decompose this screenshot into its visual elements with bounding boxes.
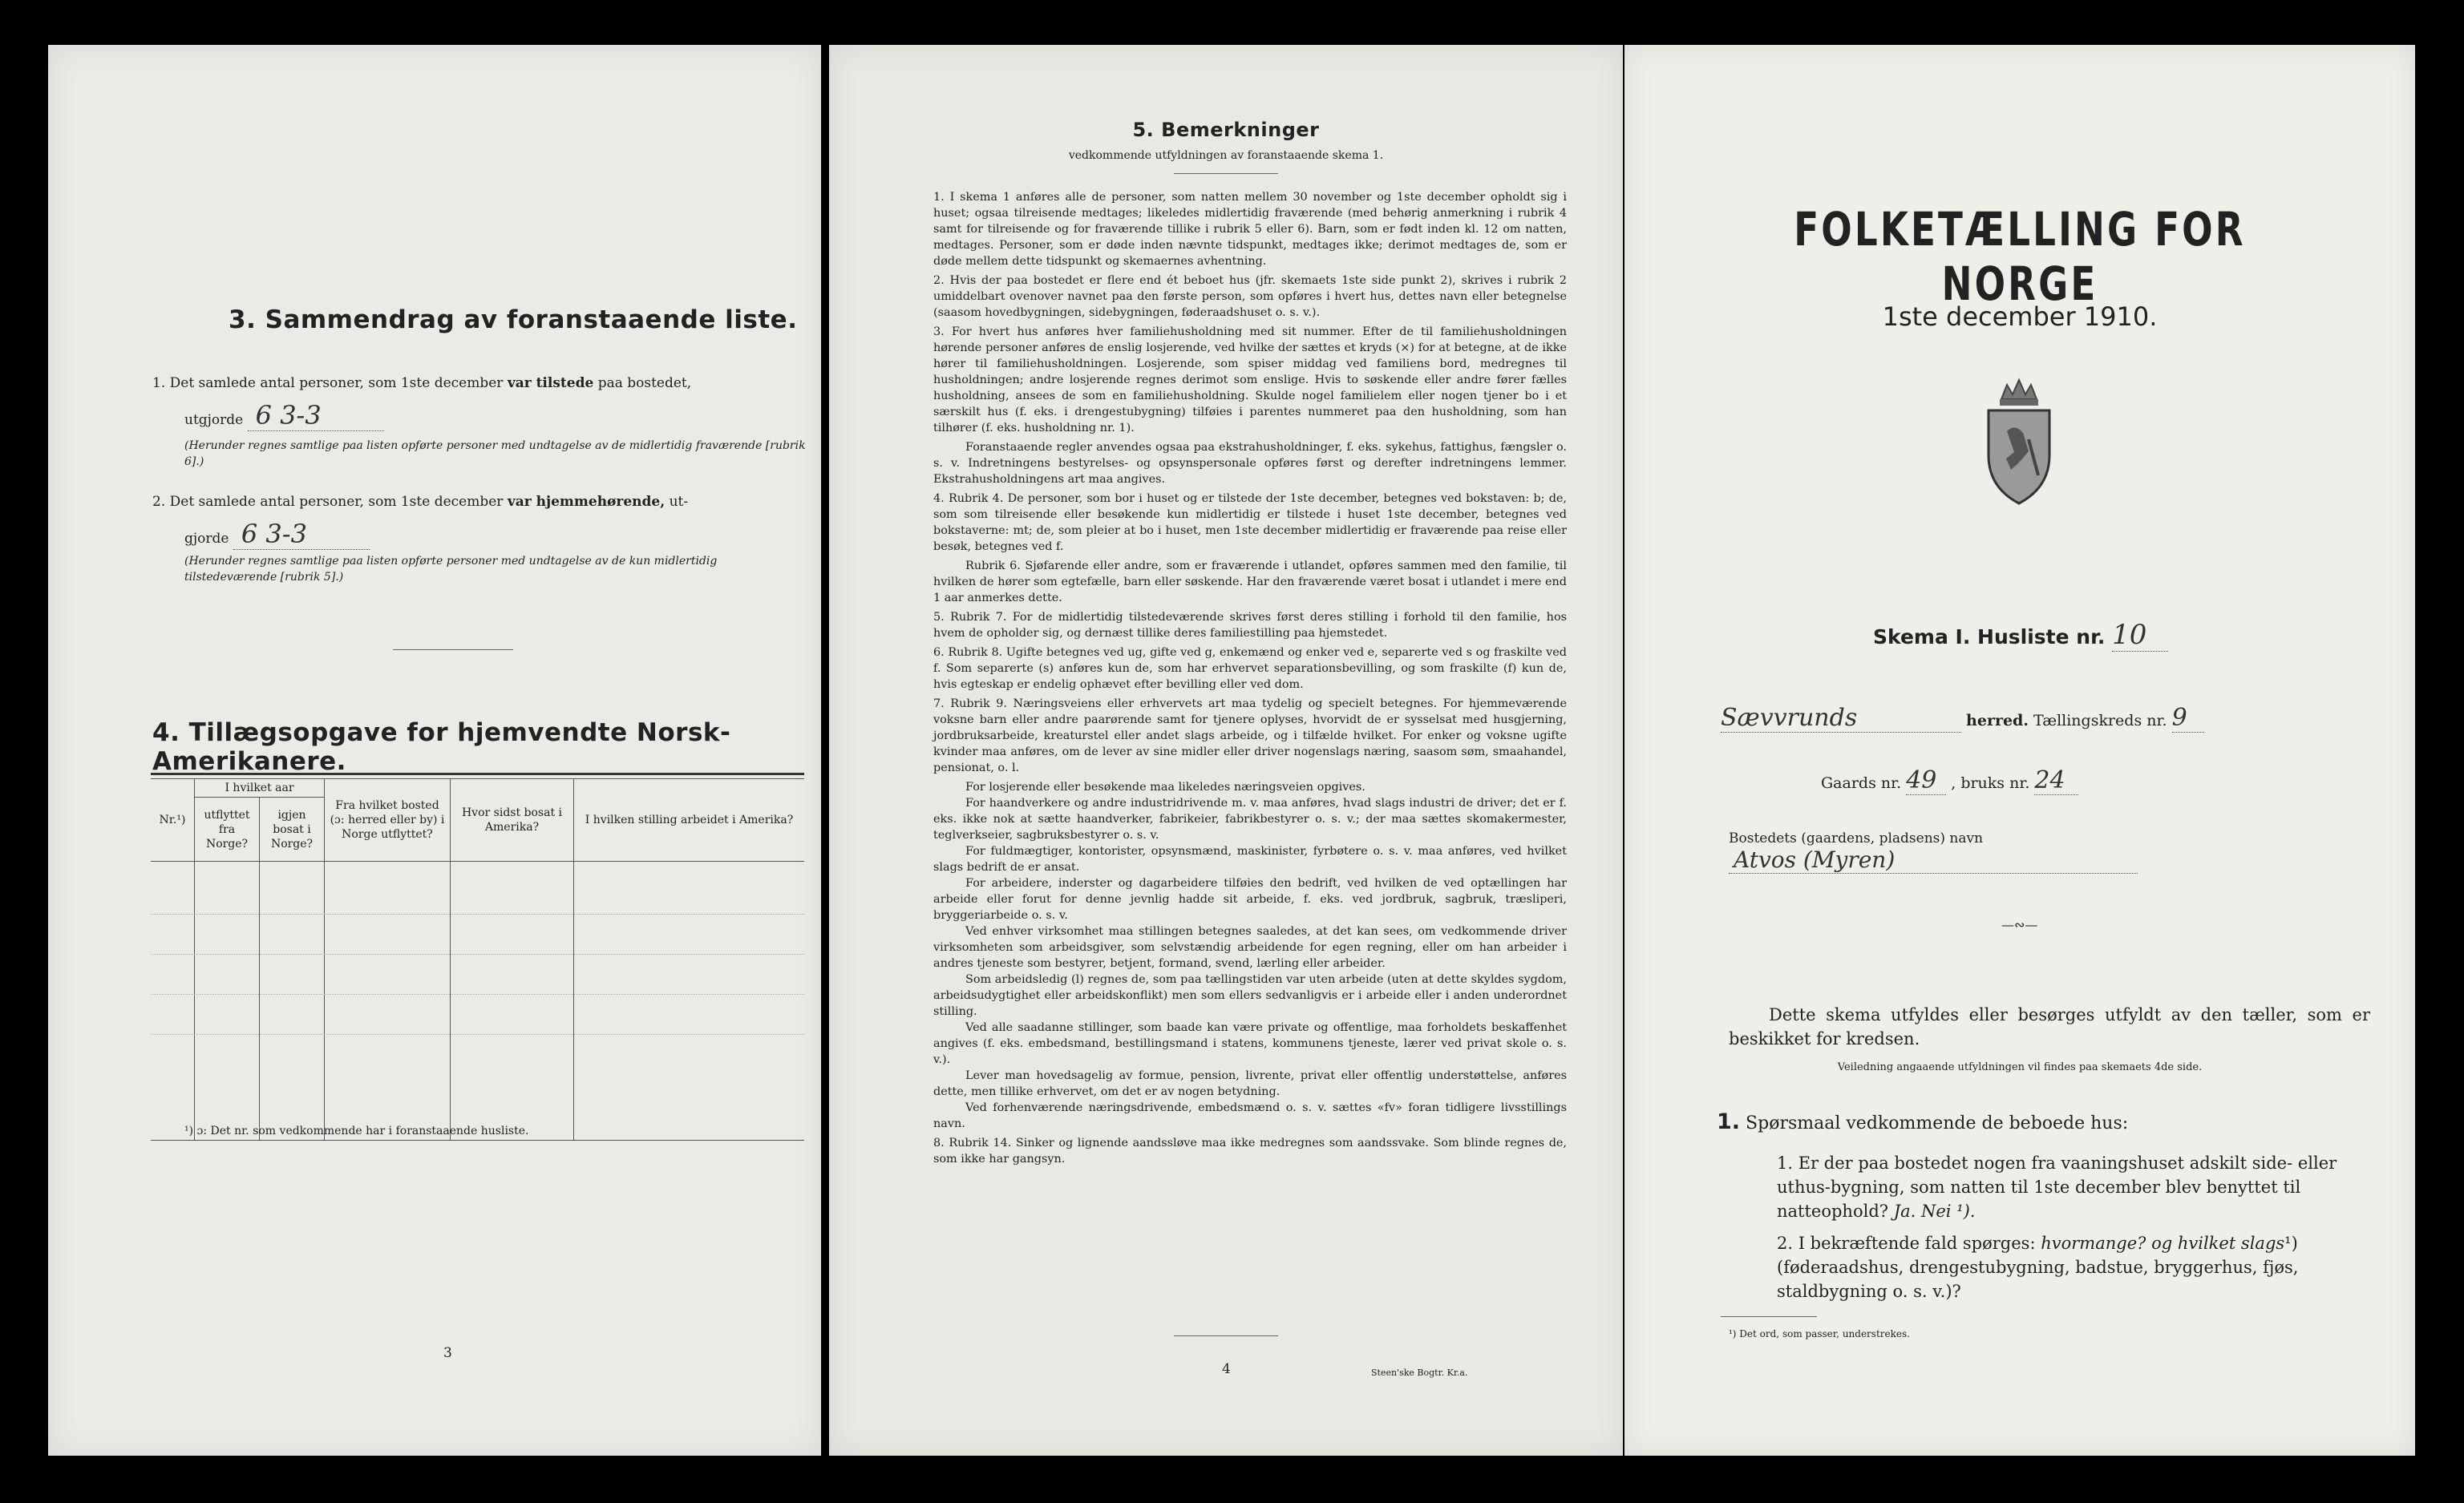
note-7i: Lever man hovedsagelig av formue, pension, livrente, privat eller offentlig understøttelse, anføres dette, men tillike erhvervet, om det er av nogen betydning. (933, 1069, 1567, 1098)
section-3-title: 3. Sammendrag av foranstaaende liste. (229, 305, 798, 334)
col-igjen: igjen bosat i Norge? (260, 798, 325, 862)
norway-coat-of-arms-icon (1971, 375, 2067, 511)
col-nr: Nr.¹) (151, 779, 195, 862)
item1-handwritten-count: 6 3-3 (255, 400, 322, 430)
question-2-text-b: ¹) (føderaadshus, drengestubygning, badstue, bryggerhus, fjøs, staldbygning o. s. v.)? (1777, 1234, 2299, 1301)
item1-utgjorde-line (184, 400, 384, 431)
page-number: 4 (1222, 1361, 1231, 1377)
note-7: 7. Rubrik 9. Næringsveiens eller erhvervets art maa tydelig og specielt betegnes. For hjemmeværende voksne barn eller andre paarørende samt for tjenere oplyses, hvorvidt de er sysselsat med husgjerning, jordbruksarbeide, kreaturstel eller andet slags arbeide, og i tilfælde hvilket. For enker og voksne ugifte kvinder maa anføres, om de lever av sine midler eller driver nogenslags næring, saasom søm, smaahandel, pensionat, o. l. (933, 697, 1567, 774)
note-3b: Foranstaaende regler anvendes ogsaa paa ekstrahusholdninger, f. eks. sykehus, fattighus, fængsler o. s. v. Indretningens bestyrelses- og opsynspersonale opføres først og derefter indretningens lemmer. Ekstrahusholdningens art maa angives. (933, 441, 1567, 486)
question-2-text: 2. I bekræftende fald spørges: (1777, 1234, 2036, 1253)
item1-text-b: paa bostedet, (597, 375, 692, 391)
item2-note: (Herunder regnes samtlige paa listen opførte personer med undtagelse av de kun midlertidig tilstedeværende [rubrik 5].) (184, 555, 718, 584)
page-4-bemerkninger (829, 45, 1623, 1456)
col-stilling: I hvilken stilling arbeidet i Amerika? (574, 779, 805, 862)
item2-text-b: ut- (669, 494, 689, 510)
table-footnote: ¹) ɔ: Det nr. som vedkommende har i foranstaaende husliste. (184, 1125, 529, 1137)
question-1 (1777, 1151, 2370, 1223)
note-7f: Ved enhver virksomhet maa stillingen betegnes saaledes, at det kan sees, om vedkommende driver virksomheten som arbeidsgiver, som selvstændig arbeidende for egen regning, eller om han arbeider i andres tjeneste som bestyrer, betjent, formand, svend, lærling eller arbeider. (933, 925, 1567, 970)
skema-line (1873, 619, 2168, 652)
gaards-line (1821, 766, 2078, 795)
summary-item-2 (152, 492, 810, 512)
note-3: 3. For hvert hus anføres hver familiehusholdning med sit nummer. Efter de til familiehusholdningen hørende personer anføres de enslig losjerende, ved hvilke der sættes et kryds (×) for at betegne, at de ikke hører til familiehusholdningen. Losjerende, som spiser middag ved familiens bord, medregnes til husholdningen; andre losjerende regnes derimot som enslige. Hvis to søskende eller andre fører fælles husholdning, ansees de som en familiehusholdning. Skulde nogel familielem eller nogen tjener bo i et særskilt hus (f. eks. i drengestubygning) tilføies i parentes nummeret paa den husholdning, som han tilhører (f. eks. husholdning nr. 1). (933, 325, 1567, 434)
item1-utgjorde: utgjorde (184, 412, 244, 428)
question-2 (1777, 1231, 2370, 1303)
item2-bold: var hjemmehørende, (507, 494, 666, 510)
note-7h: Ved alle saadanne stillinger, som baade kan være private og offentlige, maa forholdets beskaffenhet angives (f. eks. embedsmand, bestillingsmand i statens, kommunens tjeneste, lærer ved privat skole o. s. v.). (933, 1021, 1567, 1066)
gaards-number: 49 (1906, 766, 1937, 794)
ornament-divider: —∾— (2001, 917, 2038, 932)
divider (393, 649, 513, 650)
note-8: 8. Rubrik 14. Sinker og lignende aandssløve maa ikke medregnes som aandssvake. Som blinde regnes de, som ikke har gangsyn. (933, 1137, 1567, 1166)
divider (1174, 1335, 1278, 1336)
page-3-summary (48, 45, 821, 1456)
item1-bold: var tilstede (507, 375, 594, 391)
herred-handwritten: Sævvrunds (1721, 704, 1858, 732)
intro-text: Dette skema utfyldes eller besørges utfyldt av den tæller, som er beskikket for kredsen. (1729, 1005, 2370, 1048)
note-7j: Ved forhenværende næringsdrivende, embedsmænd o. s. v. sættes «fv» foran tidligere livsstillings navn. (933, 1101, 1567, 1130)
notes-list (933, 189, 1567, 1170)
census-date: 1ste december 1910. (1882, 301, 2158, 332)
question-2-hvormange: hvormange? (2041, 1234, 2146, 1253)
item1-note: (Herunder regnes samtlige paa listen opførte personer med undtagelse av de midlertidig fraværende [rubrik 6].) (184, 439, 806, 468)
col-utflyttet: utflyttet fra Norge? (195, 798, 260, 862)
norsk-amerikanere-table (151, 773, 804, 1141)
note-2: 2. Hvis der paa bostedet er flere end ét beboet hus (jfr. skemaets 1ste side punkt 2), skrives i rubrik 2 umiddelbart ovenover navnet paa den første person, som opføres i hvert hus, dettes navn eller betegnelse (saasom hovedbygningen, sidebygningen, føderaadshuset o. s. v.). (933, 274, 1567, 319)
kreds-number: 9 (2171, 704, 2187, 732)
note-4b: Rubrik 6. Sjøfarende eller andre, som er fraværende i utlandet, opføres sammen med den familie, til hvilken de hører som egtefælle, barn eller søskende. Har den fraværende været bosat i utlandet i mere end 1 aar anmerkes dette. (933, 560, 1567, 604)
section-4-title: 4. Tillægsopgave for hjemvendte Norsk-Amerikanere. (152, 718, 731, 776)
note-6: 6. Rubrik 8. Ugifte betegnes ved ug, gifte ved g, enkemænd og enker ved e, separerte ved s og fraskilte ved f. Som separerte (s) anføres kun de, som har erhvervet separationsbevilling, og som fraskilte (f) kun de, hvis egteskap er endelig ophævet efter bevilling eller ved dom. (933, 646, 1567, 691)
bosted-line (1729, 830, 2394, 874)
note-7c: For haandverkere og andre industridrivende m. v. maa anføres, hvad slags industri de driver; det er f. eks. ikke nok at sætte haandverker, fabrikeier, fabrikbestyrer o. s. v.; der maa sættes skomakermester, teglverkseier, sagbruksbestyrer o. s. v. (933, 797, 1567, 842)
questions-header (1717, 1109, 2128, 1134)
printer-imprint: Steen'ske Bogtr. Kr.a. (1371, 1368, 1468, 1378)
note-5: 5. Rubrik 7. For de midlertidig tilstedeværende skrives først deres stilling i forhold til den familie, hos hvem de opholder sig, og dernæst tillike deres familiestilling paa hjemstedet. (933, 611, 1567, 640)
question-1-text: 1. Er der paa bostedet nogen fra vaaningshuset adskilt side- eller uthus-bygning, som natten til 1ste december blev benyttet til natteophold? (1777, 1154, 2337, 1221)
divider (1721, 1316, 1817, 1317)
bruks-label: , bruks nr. (1951, 774, 2030, 792)
gaards-label: Gaards nr. (1821, 774, 1902, 792)
divider (1174, 173, 1278, 174)
questions-header-number: 1. (1717, 1109, 1741, 1134)
main-title: FOLKETÆLLING FOR NORGE (1794, 202, 2246, 311)
item2-text: 2. Det samlede antal personer, som 1ste december (152, 494, 504, 510)
bemerkninger-subtitle: vedkommende utfyldningen av foranstaaende skema 1. (1068, 149, 1384, 162)
question-2-og: og hvilket slags (2151, 1234, 2285, 1253)
kreds-label: Tællingskreds nr. (2033, 712, 2167, 729)
page-1-cover (1624, 45, 2415, 1456)
herred-line (1721, 704, 2386, 733)
col-group-aar: I hvilket aar (195, 779, 325, 798)
questions-header-text: Spørsmaal vedkommende de beboede hus: (1746, 1113, 2129, 1133)
note-1: 1. I skema 1 anføres alle de personer, som natten mellem 30 november og 1ste december opholdt sig i huset; ogsaa tilreisende medtages; likeledes midlertidig fraværende (med behørig anmerkning i rubrik 4 samt for tilreisende og for fraværende tillike i rubrik 5 eller 6). Barn, som er født inden kl. 12 om natten, medtages. Personer, som er døde inden nævnte tidspunkt, medtages ikke; derimot medtages de, som er døde mellem dette tidspunkt og skemaernes avhentning. (933, 191, 1567, 268)
bemerkninger-title: 5. Bemerkninger (1132, 119, 1320, 141)
note-7e: For arbeidere, inderster og dagarbeidere tilføies den bedrift, ved hvilken de ved optællingen har arbeide eller forut for denne jevnlig hadde sit arbeide, f. eks. ved jordbruk, sagbruk, træsliperi, bryggeriarbeide o. s. v. (933, 877, 1567, 922)
page-number: 3 (443, 1345, 452, 1361)
item2-utgjorde-line (184, 519, 370, 550)
note-7b: For losjerende eller besøkende maa likeledes næringsveien opgives. (965, 781, 1366, 794)
question-1-answer: Ja. Nei ¹). (1893, 1202, 1976, 1221)
bosted-handwritten: Atvos (Myren) (1734, 846, 1896, 873)
bosted-label: Bostedets (gaardens, pladsens) navn (1729, 830, 1984, 846)
item1-text: 1. Det samlede antal personer, som 1ste december (152, 375, 504, 391)
col-fra-bosted: Fra hvilket bosted (ɔ: herred eller by) i Norge utflyttet? (325, 779, 451, 862)
item2-handwritten-count: 6 3-3 (241, 519, 307, 549)
col-hvor-sidst: Hvor sidst bosat i Amerika? (451, 779, 574, 862)
veiledning-text: Veiledning angaaende utfyldningen vil findes paa skemaets 4de side. (1837, 1061, 2203, 1073)
note-7g: Som arbeidsledig (l) regnes de, som paa tællingstiden var uten arbeide (uten at dette skyldes sygdom, arbeidsudygtighet eller arbeidskonflikt) men som ellers sedvanligvis er i arbeide eller i anden underordnet stilling. (933, 973, 1567, 1018)
bruks-number: 24 (2034, 766, 2065, 794)
herred-label: herred. (1966, 712, 2029, 729)
page3-footnote: ¹) Det ord, som passer, understrekes. (1729, 1328, 1910, 1339)
husliste-number: 10 (2112, 619, 2147, 651)
summary-item-1 (152, 374, 810, 394)
item2-utgjorde: gjorde (184, 531, 229, 547)
note-4: 4. Rubrik 4. De personer, som bor i huset og er tilstede der 1ste december, betegnes ved bokstaven: b; de, som som tilreisende eller besøkende kun midlertidig er tilstede i huset 1ste december, betegnes ved bokstaverne: mt; de, som pleier at bo i huset, men 1ste december midlertidig er fraværende paa reise eller besøk, betegnes ved f. (933, 492, 1567, 553)
note-7d: For fuldmægtiger, kontorister, opsynsmænd, maskinister, fyrbøtere o. s. v. maa anføres, ved hvilket slags bedrift de er ansat. (933, 845, 1567, 874)
skema-label: Skema I. Husliste nr. (1873, 625, 2106, 648)
